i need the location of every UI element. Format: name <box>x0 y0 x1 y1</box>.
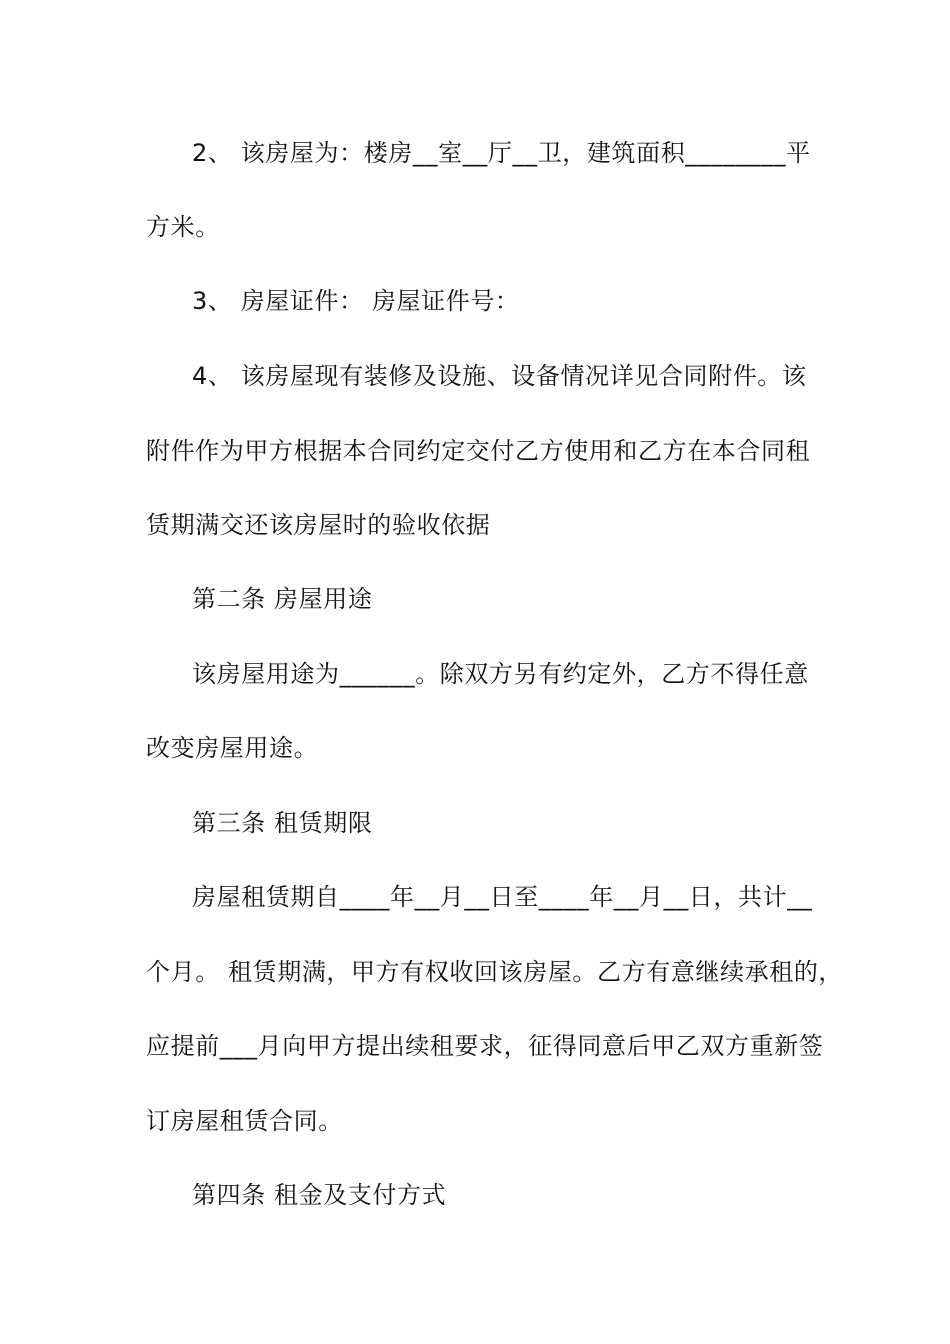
clause-item-3: 3、 房屋证件： 房屋证件号： <box>192 287 520 315</box>
article-2-heading: 第二条 房屋用途 <box>192 585 373 613</box>
clause-item-2: 2、 该房屋为：楼房__室__厅__卫，建筑面积________平 <box>192 139 811 167</box>
clause-item-2-continued: 方米。 <box>146 213 220 241</box>
article-2-text: 该房屋用途为______。除双方另有约定外，乙方不得任意 <box>192 660 809 688</box>
article-2-text-continued: 改变房屋用途。 <box>146 734 319 762</box>
article-3-text-continued-2: 应提前___月向甲方提出续租要求，征得同意后甲乙双方重新签 <box>146 1032 824 1060</box>
article-4-heading: 第四条 租金及支付方式 <box>192 1181 447 1209</box>
article-3-heading: 第三条 租赁期限 <box>192 809 373 837</box>
clause-item-4-continued-2: 赁期满交还该房屋时的验收依据 <box>146 511 491 539</box>
article-3-text-continued-3: 订房屋租赁合同。 <box>146 1107 343 1135</box>
clause-item-4-continued-1: 附件作为甲方根据本合同约定交付乙方使用和乙方在本合同租 <box>146 437 811 465</box>
clause-item-4: 4、 该房屋现有装修及设施、设备情况详见合同附件。该 <box>192 362 807 390</box>
article-3-text-continued-1: 个月。 租赁期满，甲方有权收回该房屋。乙方有意继续承租的， <box>146 958 844 986</box>
article-3-text: 房屋租赁期自____年__月__日至____年__月__日，共计__ <box>192 883 813 911</box>
